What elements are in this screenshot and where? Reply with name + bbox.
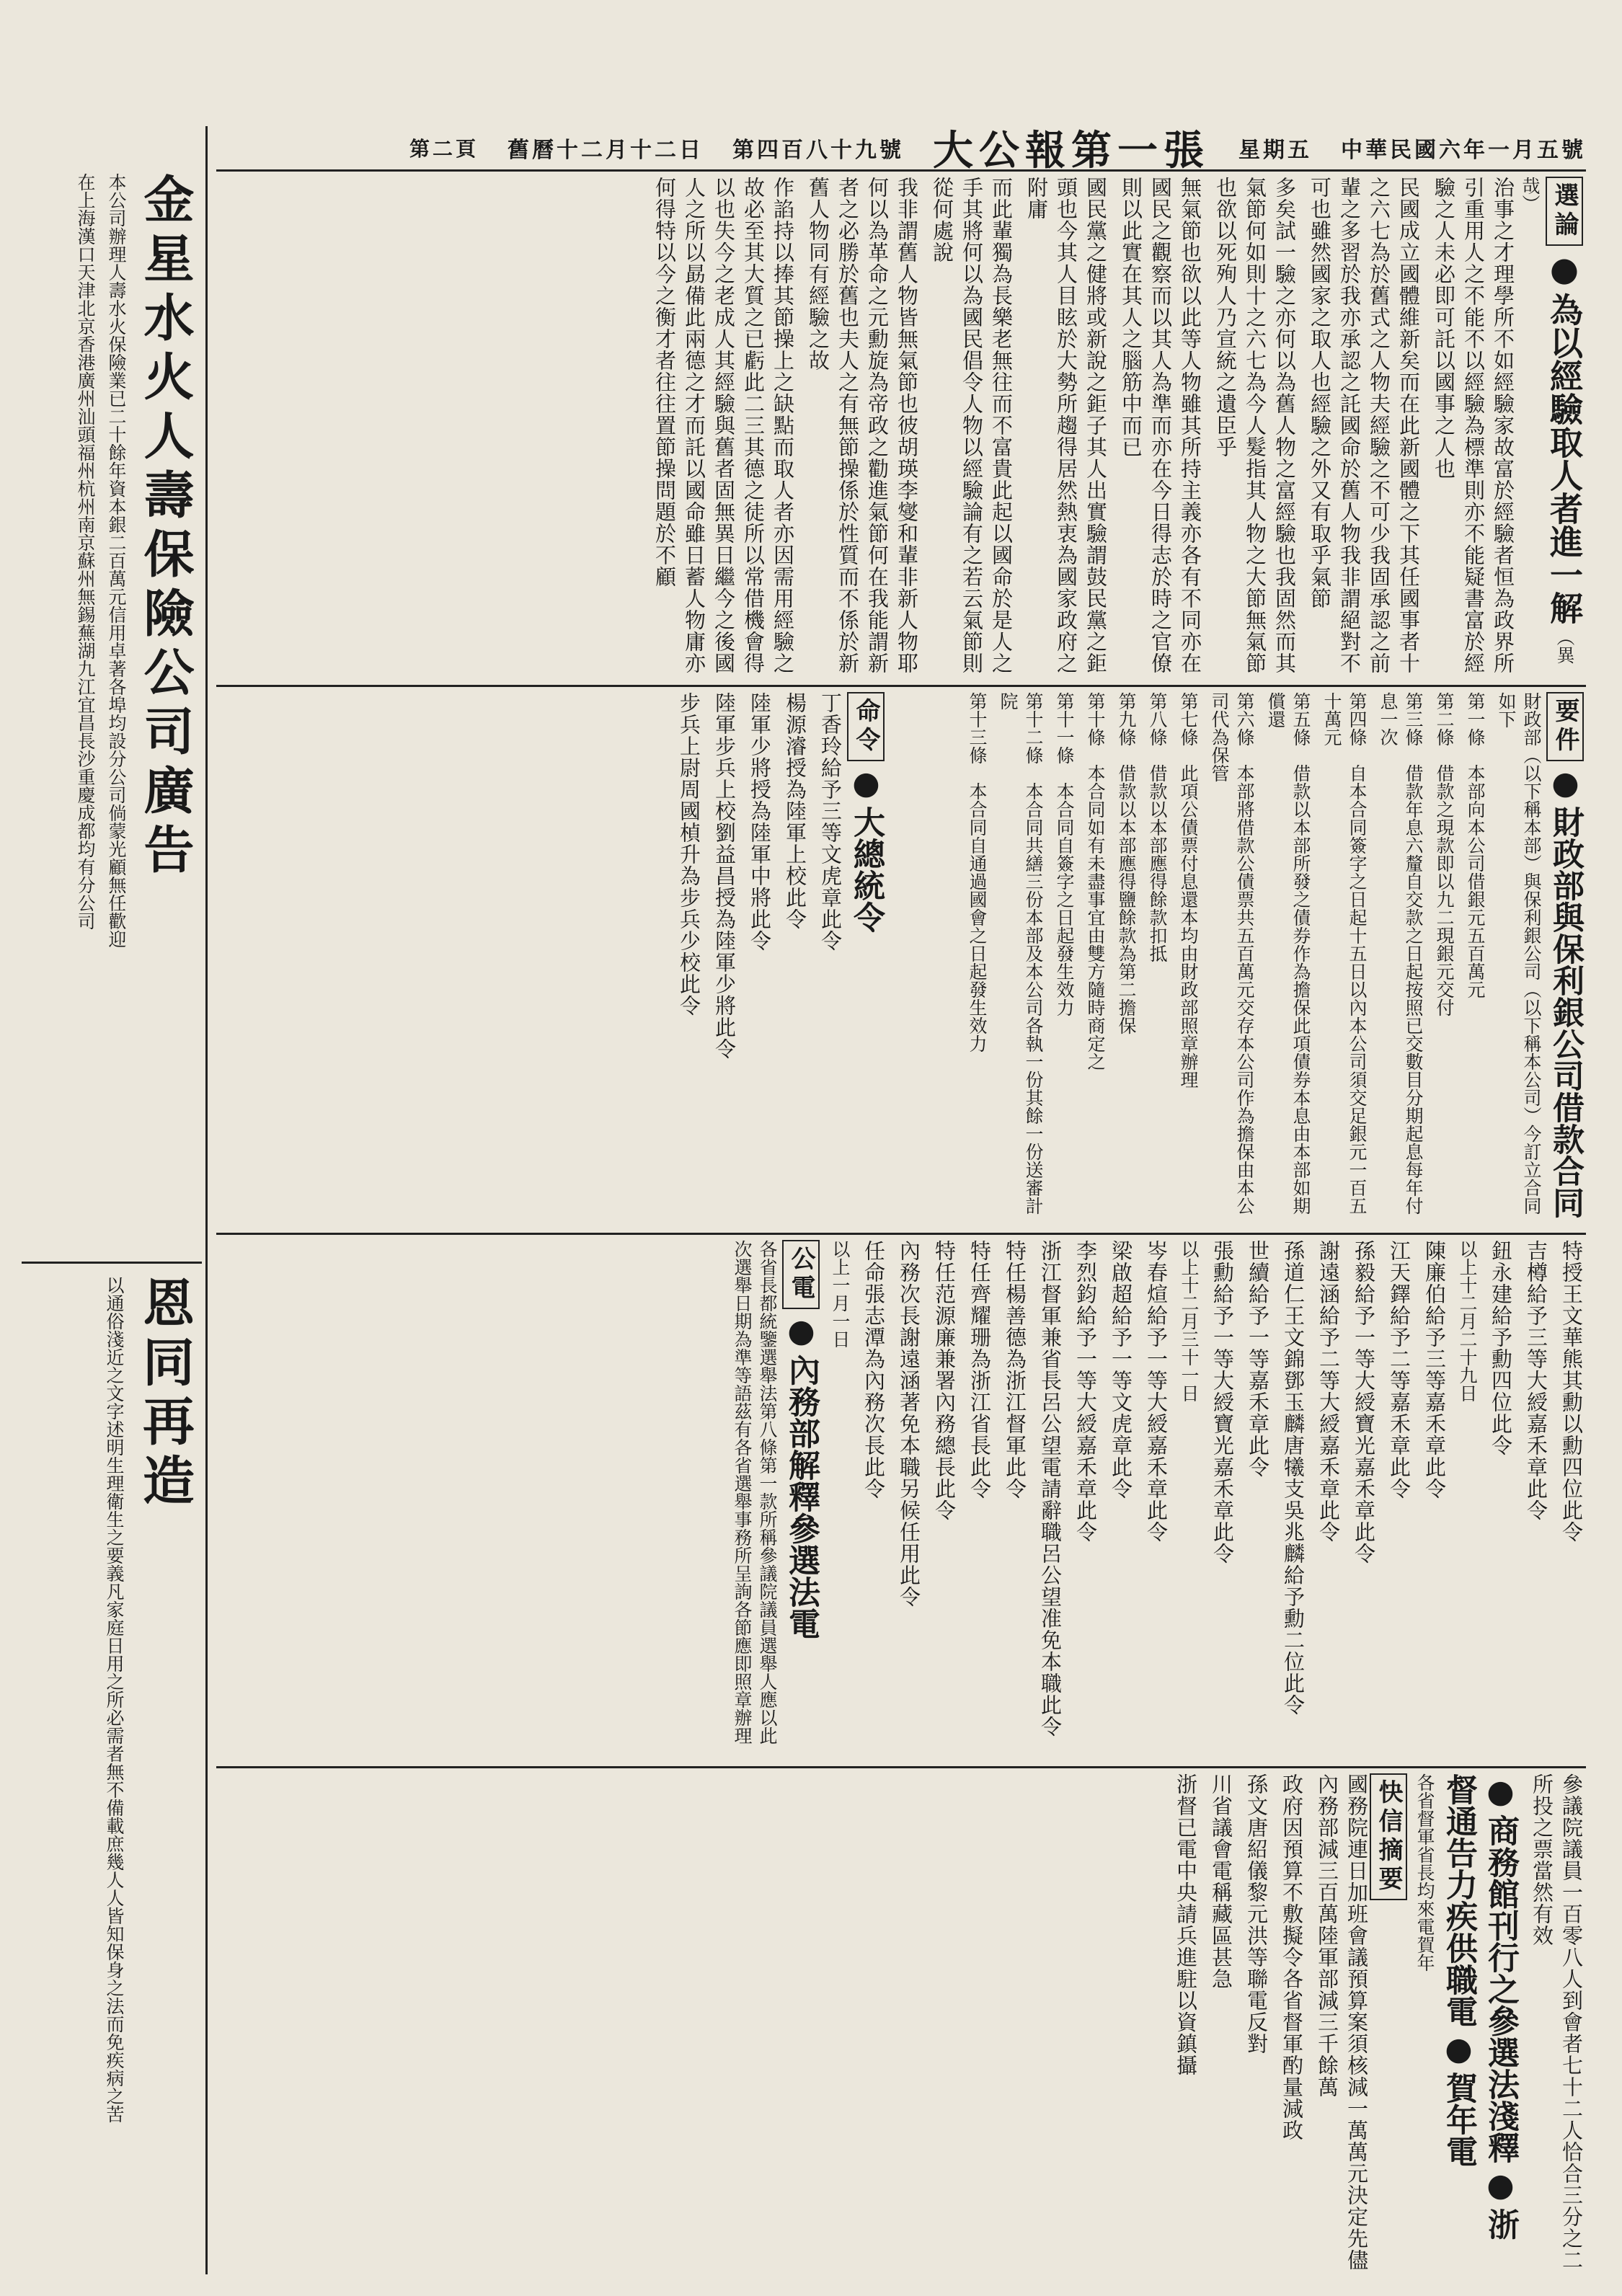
contract-article: 第四條 自本合同簽字之日起十五日以內本公司須交足銀元一百五十萬元: [1321, 692, 1368, 1215]
insurance-ad: [22, 173, 202, 1254]
order-item: 陸軍少將授為陸軍中將此令: [748, 692, 772, 952]
important-section: [894, 692, 1586, 1225]
order-item: 步兵上尉周國楨升為步兵少校此令: [677, 692, 701, 1016]
contract-article: 第十一條 本合同自簽字之日起發生效力: [1054, 692, 1075, 1016]
editorial-title: ● 為以經驗取人者進一解: [1545, 249, 1584, 624]
contract-article: 第九條 借款以本部應得鹽餘款為第二擔保: [1116, 692, 1137, 1034]
contract-article: 第七條 此項公債票付息還本均由財政部照章辦理: [1178, 692, 1199, 1089]
orders-label: 命令: [847, 692, 885, 761]
divider: [216, 685, 1586, 687]
editorial-label: 選論: [1546, 177, 1583, 246]
weekday: 星期五: [1238, 138, 1312, 163]
short-news-item: 浙督已電中央請兵進駐以資鎮攝: [1174, 1773, 1198, 2076]
appointment-item: 任命張志潭為內務次長此令: [861, 1240, 886, 1499]
editorial-paragraph: 治事之才理學所不如經驗家故富於經驗者恒為政界所引重用人之不能不以經驗為標準則亦不能疑書富於經驗之人未必即可託以國事之人也: [1432, 177, 1515, 674]
short-news-item: 川省議會電稱藏區甚急: [1209, 1773, 1233, 1990]
insurance-ad-body: 本公司辦理人壽水火保險業已二十餘年資本銀二百萬元信用卓著各埠均設分公司倘蒙光顧無任歡迎: [106, 173, 127, 948]
ad-divider: [205, 126, 208, 2274]
contract-article: 第八條 借款以本部應得餘款扣抵: [1147, 692, 1168, 962]
contract-article: 第二條 借款之現款即以九二現銀元交付: [1434, 692, 1455, 1016]
notice-line: ● 浙督通告力疾供職電: [1440, 1773, 1519, 2240]
editorial-paragraph: 多矣試一驗之亦何以為舊人物之富經驗也我固然而其氣節何如則十之六七為今人髮指其人物之大節無氣節也欲以死殉人乃宣統之遺臣乎: [1213, 177, 1297, 674]
order-date: 以上十二月二十九日: [1457, 1240, 1478, 1402]
short-news-item: 政府因預算不敷擬令各省督軍酌量減政: [1280, 1773, 1304, 2141]
appointment-item: 特任齊耀珊為浙江省長此令: [967, 1240, 992, 1499]
contract-article: 第三條 借款年息六釐自交款之日起按照已交數目分期起息每年付息一次: [1378, 692, 1424, 1215]
masthead: [216, 126, 1586, 172]
editorial-paragraph: 而此輩獨為長樂老無往而不富貴此起以國命於是人之手其將何以為國民倡令人物以經驗論有之若云氣節則從何處說: [930, 177, 1014, 674]
second-ad-body: 以通俗淺近之文字述明生理衛生之要義凡家庭日用之所必需者無不備載庶幾人人皆知保身之法而免疾病之苦: [104, 1276, 125, 2123]
order-item: 楊源濬授為陸軍上校此令: [783, 692, 807, 930]
divider: [216, 1766, 1586, 1768]
contract-article: 第五條 借款以本部所發之債券作為擔保此項債券本息由本部如期償還: [1265, 692, 1311, 1215]
appointments-section: [440, 1240, 1586, 1759]
editorial-paragraph: 我非謂舊人物皆無氣節也彼胡瑛李燮和輩非新人物耶何以為革命之元勳旋為帝政之勸進氣節何在我能謂新者之必勝於舊也夫人之有無節操係於性質而不係於新舊人物同有經驗之故: [806, 177, 919, 674]
order-item: 陸軍步兵上校劉益昌授為陸軍少將此令: [712, 692, 737, 1060]
page-number: 第二頁: [409, 137, 479, 161]
notice-line: ● 賀年電: [1440, 2031, 1477, 2167]
contract-article: 第十三條 本合同自通過國會之日起發生效力: [967, 692, 988, 1052]
short-news-item: 孫文唐紹儀黎元洪等聯電反對: [1244, 1773, 1269, 2055]
loan-contract-preface: 財政部（以下稱本部）與保利銀公司（以下稱本公司）今訂立合同如下: [1496, 692, 1542, 1215]
order-date: 以上十二月三十一日: [1179, 1240, 1200, 1402]
telegrams-label: 公電: [782, 1240, 820, 1309]
important-label: 要件: [1546, 692, 1584, 761]
editorial-paragraph: 無氣節也欲以此等人物雖其所持主義亦各有不同亦在國民之觀察而以其人為準而亦在今日得志於時之官僚則以此實在其人之腦筋中而已: [1119, 177, 1202, 674]
second-ad-title: 恩同再造: [134, 1276, 195, 1512]
notice-title: ● 商務館刊行之參選法淺釋: [1482, 1773, 1519, 2163]
contract-article: 第十條 本合同如有未盡事宜由雙方隨時商定之: [1085, 692, 1106, 1071]
second-ad: [22, 1276, 202, 2271]
loan-contract-title: ● 財政部與保利銀公司借款合同: [1547, 765, 1584, 1218]
decoration-item: 張勳給予一等大綬寶光嘉禾章此令: [1210, 1240, 1235, 1564]
editorial-byline: （異哉）: [1520, 177, 1575, 665]
appointment-item: 浙江督軍兼省長呂公望電請辭職呂公望准免本職此令: [1038, 1240, 1063, 1737]
contract-article: 第一條 本部向本公司借銀元五百萬元: [1465, 692, 1486, 998]
decoration-item: 陳廉伯給予三等嘉禾章此令: [1422, 1240, 1447, 1499]
decoration-item: 孫毅給予一等大綬寶光嘉禾章此令: [1352, 1240, 1376, 1564]
order-item: 丁香玲給予三等文虎章此令: [818, 692, 843, 952]
editorial-paragraph: 國民黨之健將或新說之鉅子其人出實驗謂鼓民黨之鉅頭也今其人目眩於大勢所趨得居然熱衷為國家政府之附庸: [1024, 177, 1108, 674]
decoration-item: 岑春煊給予一等大綬嘉禾章此令: [1144, 1240, 1169, 1543]
decoration-item: 特授王文華熊其勳以勳四位此令: [1559, 1240, 1584, 1543]
decoration-item: 吉樽給予三等大綬嘉禾章此令: [1524, 1240, 1548, 1521]
news-section: [440, 1773, 1586, 2271]
decoration-item: 江天鐸給予二等嘉禾章此令: [1387, 1240, 1412, 1499]
decoration-item: 世續給予一等嘉禾章此令: [1246, 1240, 1270, 1478]
divider: [216, 1233, 1586, 1235]
short-news-item: 國務院連日加班會議預算案須核減一萬萬元決定先儘內務部減三百萬陸軍部減三千餘萬: [1315, 1773, 1369, 2271]
short-news-label: 快信摘要: [1370, 1773, 1407, 1900]
editorial-paragraph: 民國成立國體維新矣而在此新國體之下其任國事者十之六七為於舊式之人物夫經驗之不可少我固承認之前輩之多習於我亦承認之託國命於舊人物我非謂絕對不可也雖然國家之取人也經驗之外又有取乎氣節: [1308, 177, 1421, 674]
decoration-item: 鈕永建給予勳四位此令: [1489, 1240, 1513, 1456]
lunar-date: 舊曆十二月十二日: [508, 138, 704, 163]
decoration-item: 李烈鈞給予一等大綬嘉禾章此令: [1073, 1240, 1098, 1543]
contract-article: 第十二條 本合同共繕三份本部及本公司各執一份其餘一份送審計院: [998, 692, 1044, 1215]
editorial-section: [440, 177, 1586, 681]
decoration-item: 梁啟超給予一等文虎章此令: [1109, 1240, 1133, 1499]
editorial-paragraph: 作諂持以捧其節操上之缺點而取人者亦因需用經驗之故必至其大質之已虧此二三其德之徒所以常借機會得以也失今之老成人其經驗與舊者固無異日繼今之後國人之所以勗備此兩德之才而託以國命雖日蓄人物庸亦何得特以今之衡才者往往置節操問題於不顧: [652, 177, 795, 674]
telegram-body: 各省長都統鑒選舉法第八條第一款所稱參議院議員選舉人應以此次選舉日期為準等語茲有各省選舉事務所呈詢各節應即照章辦理: [732, 1240, 778, 1745]
notice-line: 參議院議員一百零八人到會者七十二人恰合三分之二所投之票當然有效: [1530, 1773, 1584, 2271]
appointment-item: 特任楊善德為浙江督軍此令: [1003, 1240, 1027, 1499]
decoration-item: 謝遠涵給予二等大綬嘉禾章此令: [1316, 1240, 1341, 1543]
appointment-item: 特任范源廉兼署內務總長此令: [932, 1240, 957, 1521]
decoration-item: 孫道仁王文錦鄧玉麟唐犧支吳兆麟給予勳二位此令: [1281, 1240, 1306, 1716]
contract-article: 第六條 本部將借款公債票共五百萬元交存本公司作為擔保由本公司代為保管: [1209, 692, 1255, 1215]
orders-section: [454, 692, 887, 1225]
insurance-ad-branches: 在上海漢口天津北京香港廣州汕頭福州杭州南京蘇州無錫蕪湖九江宜昌長沙重慶成都均有分公司: [75, 173, 96, 930]
newspaper-brand: 大公報第一張: [933, 127, 1210, 174]
appointment-item: 內務次長謝遠涵著免本職另候任用此令: [897, 1240, 921, 1608]
ad-divider: [22, 1262, 202, 1264]
order-date: 以上一月一日: [830, 1240, 851, 1348]
telegram-title: ● 內務部解釋參選法電: [783, 1313, 820, 1639]
republic-date: 中華民國六年一月五號: [1341, 138, 1586, 163]
presidential-order-title: ● 大總統令: [848, 765, 885, 933]
insurance-ad-title: 金星水火人壽保險公司廣告: [136, 173, 195, 882]
issue-number: 第四百八十九號: [732, 138, 904, 163]
notice-line: 各省督軍省長均來電賀年: [1414, 1773, 1435, 1972]
